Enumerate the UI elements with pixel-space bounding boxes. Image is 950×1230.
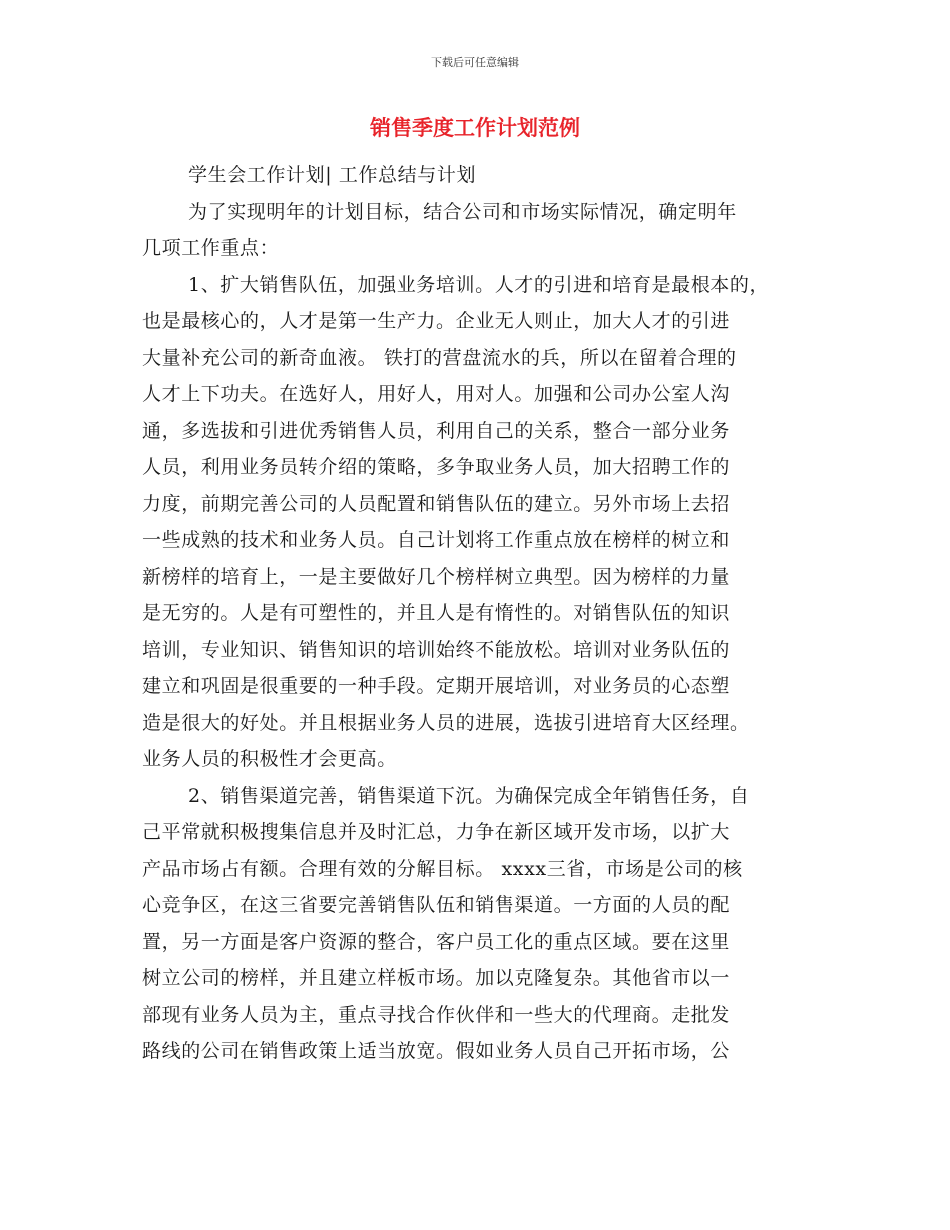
text-line: 力度，前期完善公司的人员配置和销售队伍的建立。另外市场上去招 xyxy=(142,492,731,515)
page-header: 下载后可任意编辑 xyxy=(431,56,519,69)
text-line: 新榜样的培育上，一是主要做好几个榜样树立典型。因为榜样的力量 xyxy=(142,565,731,588)
text-line: 为了实现明年的计划目标，结合公司和市场实际情况，确定明年 xyxy=(188,200,737,223)
text-line: 心竞争区，在这三省要完善销售队伍和销售渠道。一方面的人员的配 xyxy=(142,894,731,916)
text-line: 学生会工作计划| 工作总结与计划 xyxy=(188,164,477,186)
text-line: 人员，利用业务员转介绍的策略，多争取业务人员，加大招聘工作的 xyxy=(142,456,731,478)
text-line: 通，多选拔和引进优秀销售人员，利用自己的关系，整合一部分业务 xyxy=(142,419,731,442)
text-line: 置，另一方面是客户资源的整合，客户员工化的重点区域。要在这里 xyxy=(142,930,731,953)
text-line: 一些成熟的技术和业务人员。自己计划将工作重点放在榜样的树立和 xyxy=(142,529,731,551)
text-line: 人才上下功夫。在选好人，用好人，用对人。加强和公司办公室人沟 xyxy=(142,383,731,405)
text-line: 培训，专业知识、销售知识的培训始终不能放松。培训对业务队伍的 xyxy=(142,638,731,661)
text-line: 大量补充公司的新奇血液。 铁打的营盘流水的兵，所以在留着合理的 xyxy=(142,346,737,369)
text-line: 造是很大的好处。并且根据业务人员的进展，选拔引进培育大区经理。 xyxy=(142,711,750,734)
text-line: 部现有业务人员为主，重点寻找合作伙伴和一些大的代理商。走批发 xyxy=(142,1003,731,1026)
text-line: 也是最核心的，人才是第一生产力。企业无人则止，加大人才的引进 xyxy=(142,310,731,332)
text-line: 建立和巩固是很重要的一种手段。定期开展培训，对业务员的心态塑 xyxy=(142,675,731,697)
text-line: 产品市场占有额。合理有效的分解目标。 xxxx三省，市场是公司的核 xyxy=(142,857,743,880)
document-body xyxy=(142,157,812,1070)
text-line: 2、销售渠道完善，销售渠道下沉。为确保完成全年销售任务，自 xyxy=(188,784,750,807)
text-line: 几项工作重点： xyxy=(142,237,280,259)
text-line: 路线的公司在销售政策上适当放宽。假如业务人员自己开拓市场，公 xyxy=(142,1040,731,1062)
text-line: 己平常就积极搜集信息并及时汇总，力争在新区域开发市场，以扩大 xyxy=(142,821,731,843)
text-line: 1、扩大销售队伍，加强业务培训。人才的引进和培育是最根本的， xyxy=(188,273,770,296)
document-title: 销售季度工作计划范例 xyxy=(370,116,580,140)
text-line: 是无穷的。人是有可塑性的，并且人是有惰性的。对销售队伍的知识 xyxy=(142,602,731,624)
text-line: 树立公司的榜样，并且建立样板市场。加以克隆复杂。其他省市以一 xyxy=(142,967,731,989)
text-line: 业务人员的积极性才会更高。 xyxy=(142,748,397,770)
